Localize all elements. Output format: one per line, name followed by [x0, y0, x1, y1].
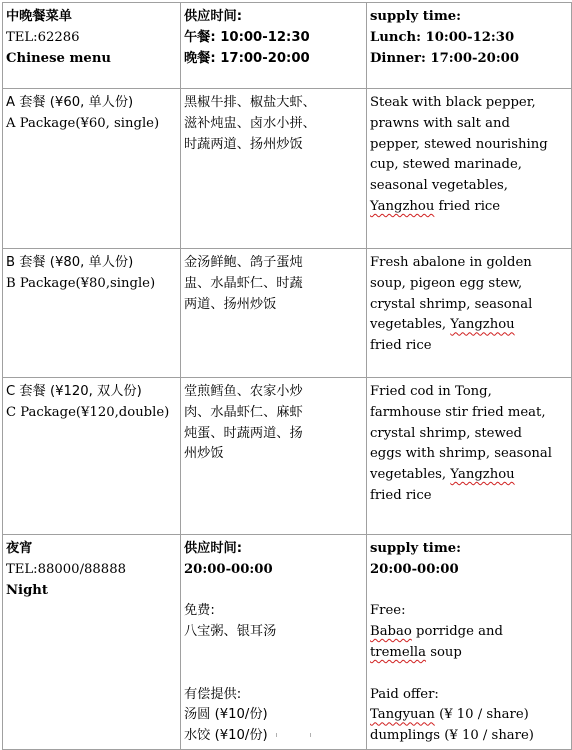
night-paid-item-en-rest: (¥ 10 / share): [434, 707, 529, 723]
package-b-name-cn: B 套餐 (¥80, 单人份): [6, 255, 134, 270]
night-time-en: 20:00-00:00: [370, 561, 459, 577]
night-paid-item-cn: 水饺 (¥10/份): [184, 728, 268, 744]
package-c-dishes-en-line: crystal shrimp, stewed: [370, 425, 522, 441]
lunch-time-cn: 午餐: 10:00-12:30: [184, 29, 310, 45]
package-a-dishes-en-line: [370, 197, 567, 218]
night-title-en: Night: [6, 582, 48, 598]
night-free-item-en-rest: porridge and: [411, 624, 503, 640]
package-b-dishes-cn-line: 金汤鲜鲍、鸽子蛋炖: [184, 255, 303, 270]
package-c-dishes-cn-line: 炖蛋、时蔬两道、扬: [184, 425, 303, 441]
spacer: [184, 581, 362, 602]
package-c-dishes-cn-line: 堂煎鳕鱼、农家小炒: [184, 384, 303, 399]
package-b-dishes-en-line: Fresh abalone in golden: [370, 255, 532, 270]
package-a-dishes-en-line: cup, stewed marinade,: [370, 157, 522, 173]
package-a-dishes-en-line: Steak with black pepper,: [370, 95, 536, 110]
package-c-dishes-en-line: eggs with shrimp, seasonal: [370, 446, 552, 462]
night-paid-item-en: dumplings (¥ 10 / share): [370, 728, 534, 744]
dinner-time-label-en: supply time:: [370, 9, 462, 24]
spellcheck-marked-word: Babao: [370, 624, 412, 640]
package-a-name-cell: [3, 89, 181, 249]
spacer: [370, 664, 567, 685]
package-b-name-cell: [3, 249, 181, 378]
package-a-dishes-en-cell: [367, 89, 572, 249]
night-free-item-en-rest: soup: [426, 644, 462, 660]
night-free-item-en: [370, 622, 567, 643]
package-b-dishes-cn-cell: [181, 249, 367, 378]
spacer: [184, 664, 362, 685]
package-b-dishes-en-line: crystal shrimp, seasonal: [370, 296, 533, 312]
spacer: [370, 581, 567, 602]
package-a-dishes-cn-line: 滋补炖盅、卤水小拼、: [184, 115, 316, 131]
package-c-dishes-en-line: Fried cod in Tong,: [370, 384, 492, 399]
night-time-label-en: supply time:: [370, 541, 462, 556]
package-a-dishes-cn-line: 时蔬两道、扬州炒饭: [184, 136, 303, 152]
table-row: [3, 3, 572, 89]
menu-table: [2, 2, 572, 750]
night-title-cn: 夜宵: [6, 541, 33, 556]
package-c-dishes-en-line: fried rice: [370, 487, 432, 503]
package-a-name-cn: A 套餐 (¥60, 单人份): [6, 95, 134, 110]
night-paid-label-cn: 有偿提供:: [184, 686, 242, 702]
package-c-name-cell: [3, 378, 181, 535]
dinner-time-en-cell: [367, 3, 572, 89]
package-b-dishes-en-line: fried rice: [370, 338, 432, 354]
package-c-dishes-cn-line: 肉、水晶虾仁、麻虾: [184, 404, 303, 420]
lunch-time-en: Lunch: 10:00-12:30: [370, 29, 515, 45]
night-tel: TEL:88000/88888: [6, 561, 126, 577]
package-b-dishes-cn-line: 盅、水晶虾仁、时蔬: [184, 275, 303, 291]
table-row: [3, 249, 572, 378]
night-free-label-cn: 免费:: [184, 603, 215, 619]
package-a-dishes-en-line: seasonal vegetables,: [370, 178, 508, 194]
package-c-dishes-en-cell: [367, 378, 572, 535]
night-paid-item-en: [370, 705, 567, 726]
package-b-dishes-cn-line: 两道、扬州炒饭: [184, 296, 277, 312]
package-c-name-cn: C 套餐 (¥120, 双人份): [6, 384, 142, 399]
package-b-dishes-en-line: [370, 315, 567, 336]
night-time-cn: 20:00-00:00: [184, 561, 273, 577]
night-paid-item-cn: 汤圆 (¥10/份): [184, 707, 268, 723]
dinner-tel: TEL:62286: [6, 29, 80, 45]
night-free-label-en: Free:: [370, 603, 406, 619]
night-title-cell: [3, 535, 181, 750]
night-en-cell: [367, 535, 572, 750]
package-a-dishes-cn-line: 黑椒牛排、椒盐大虾、: [184, 95, 316, 110]
package-b-dishes-en-part: vegetables,: [370, 317, 447, 333]
package-b-dishes-en-line: soup, pigeon egg stew,: [370, 275, 523, 291]
package-a-dishes-en-tail: fried rice: [434, 198, 501, 214]
dinner-time-en: Dinner: 17:00-20:00: [370, 50, 520, 66]
table-row: [3, 535, 572, 750]
package-c-dishes-en-line: farmhouse stir fried meat,: [370, 404, 546, 420]
package-c-dishes-cn-line: 州炒饭: [184, 446, 224, 462]
spacer: [184, 643, 362, 664]
dinner-time-cn-cell: [181, 3, 367, 89]
spellcheck-marked-word: tremella: [370, 644, 427, 660]
package-a-dishes-cn-cell: [181, 89, 367, 249]
night-time-label-cn: 供应时间:: [184, 541, 243, 556]
spellcheck-marked-word: Tangyuan: [370, 707, 435, 723]
package-b-name-en: B Package(¥80,single): [6, 275, 156, 291]
dinner-title-en: Chinese menu: [6, 50, 111, 66]
dinner-title-cn: 中晚餐菜单: [6, 9, 72, 24]
dinner-time-cn: 晚餐: 17:00-20:00: [184, 50, 310, 66]
package-c-name-en: C Package(¥120,double): [6, 404, 170, 420]
table-row: [3, 378, 572, 535]
package-b-dishes-en-cell: [367, 249, 572, 378]
package-c-dishes-en-line: [370, 465, 567, 486]
night-paid-label-en: Paid offer:: [370, 686, 439, 702]
dinner-time-label-cn: 供应时间:: [184, 9, 243, 24]
night-free-items-cn: 八宝粥、银耳汤: [184, 624, 277, 640]
spellcheck-marked-word: Yangzhou: [450, 317, 515, 333]
package-a-name-en: A Package(¥60, single): [6, 115, 160, 131]
spellcheck-marked-word: Yangzhou: [450, 467, 515, 483]
spellcheck-marked-word: Yangzhou: [370, 198, 435, 214]
package-a-dishes-en-line: prawns with salt and: [370, 115, 510, 131]
package-a-dishes-en-line: pepper, stewed nourishing: [370, 136, 548, 152]
package-c-dishes-cn-cell: [181, 378, 367, 535]
page-edge-marks: [0, 733, 572, 737]
package-c-dishes-en-part: vegetables,: [370, 467, 447, 483]
night-free-item-en: [370, 643, 567, 664]
table-row: [3, 89, 572, 249]
night-cn-cell: [181, 535, 367, 750]
dinner-title-cell: [3, 3, 181, 89]
